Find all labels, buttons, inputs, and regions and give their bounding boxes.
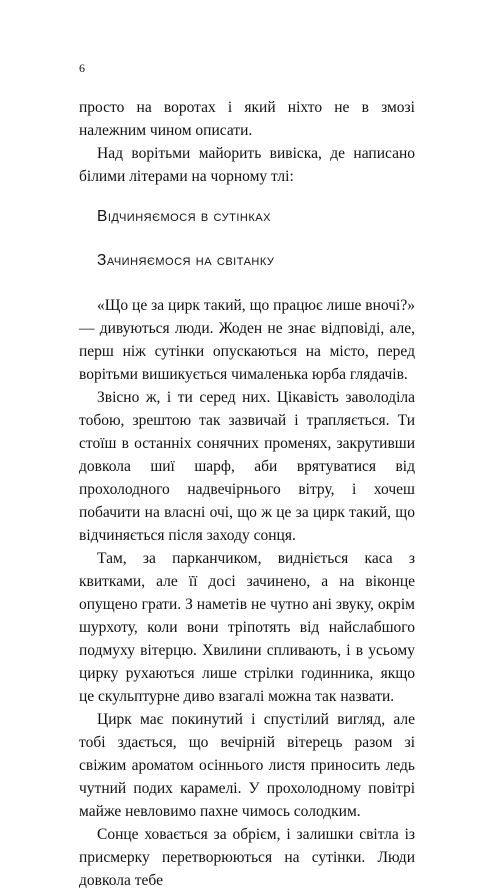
paragraph: Над ворітьми майорить вивіска, де написано білими літерами на чорному тлі: (79, 145, 415, 185)
paragraph: просто на воротах і який ніхто не в змозі належним чином описати. (79, 99, 415, 139)
page-number: 6 (79, 61, 85, 75)
paragraph: Звісно ж, і ти серед них. Цікавість заволоділа тобою, зрештою так зазвичай і трапляється. Ти стоїш в останніх сонячних променях, закрутивши довкола шиї шарф, аби врятуватися від прохолодного надвечірнього вітру, і хочеш побачити на власні очі, що ж це за цирк такий, що відчиняється після заходу сонця. (79, 389, 415, 544)
sign-line-closing: Зачиняємося на світанку (97, 252, 275, 269)
paragraph: Сонце ховається за обрієм, і залишки світла із присмерку перетворюються на сутінки. Люди довкола тебе (79, 826, 415, 889)
body-text (79, 96, 415, 892)
paragraph: Цирк має покинутий і спустілий вигляд, але тобі здається, що вечірній вітерець разом зі свіжим ароматом осіннього листя приносить ледь чутний подих карамелі. У прохолодному повітрі майже невловимо пахне чимось солодким. (79, 711, 415, 820)
sign-line-opening: Відчиняємося в сутінках (97, 208, 271, 225)
paragraph: Там, за парканчиком, видніється каса з квитками, але її досі зачинено, а на віконце опущено грати. З наметів не чутно ані звуку, окрім шурхоту, коли вони тріпотять від найслабшого подмуху вітерцю. Хвилини спливають, і в усьому цирку рухаються лише стрілки годинника, якщо це скульптурне диво взагалі можна так назвати. (79, 550, 415, 705)
paragraph: «Що це за цирк такий, що працює лише вночі?» — дивуються люди. Жоден не знає відповіді, але, перш ніж сутінки опускаються на місто, перед ворітьми вишикується чималенька юрба глядачів. (79, 297, 415, 383)
